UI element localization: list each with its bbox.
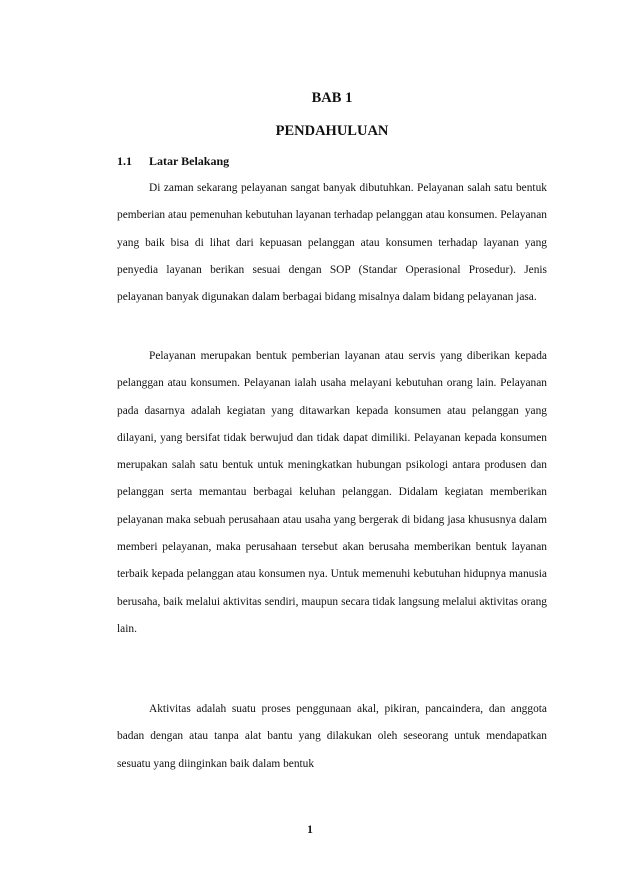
paragraph-1: Di zaman sekarang pelayanan sangat banyak dibutuhkan. Pelayanan salah satu bentuk pemberian atau pemenuhan kebutuhan layanan terhadap pelanggan atau konsumen. Pelayanan yang baik bisa di lihat dari kepuasan pelanggan atau konsumen terhadap layanan yang penyedia layanan berikan sesuai dengan SOP (Standar Operasional Prosedur). Jenis pelayanan banyak digunakan dalam berbagai bidang misalnya dalam bidang pelayanan jasa.	[117, 182, 547, 304]
section-number: 1.1	[117, 154, 132, 168]
chapter-number: BAB 1	[311, 90, 353, 106]
paragraph-3: Aktivitas adalah suatu proses penggunaan akal, pikiran, pancaindera, dan anggota badan dengan atau tanpa alat bantu yang dilakukan oleh seseorang untuk mendapatkan sesuatu yang diinginkan baik dalam bentuk	[117, 703, 547, 770]
paragraph-2: Pelayanan merupakan bentuk pemberian layanan atau servis yang diberikan kepada pelanggan atau konsumen. Pelayanan ialah usaha melayani kebutuhan orang lain. Pelayanan pada dasarnya adalah kegiatan yang ditawarkan kepada konsumen atau pelanggan yang dilayani, yang bersifat tidak berwujud dan tidak dapat dimiliki. Pelayanan kepada konsumen merupakan salah satu bentuk untuk meningkatkan hubungan psikologi antara produsen dan pelanggan serta memantau berbagai keluhan pelanggan. Didalam kegiatan memberikan pelayanan maka sebuah perusahaan atau usaha yang bergerak di bidang jasa khususnya dalam memberi pelayanan, maka perusahaan tersebut akan berusaha memberikan bentuk layanan terbaik kepada pelanggan atau konsumen nya. Untuk memenuhi kebutuhan hidupnya manusia berusaha, baik melalui aktivitas sendiri, maupun secara tidak langsung melalui aktivitas orang lain.	[117, 350, 547, 635]
section-title: Latar Belakang	[149, 154, 230, 168]
page-number: 1	[307, 824, 313, 836]
section-heading	[117, 154, 229, 169]
chapter-title: PENDAHULUAN	[275, 123, 389, 139]
